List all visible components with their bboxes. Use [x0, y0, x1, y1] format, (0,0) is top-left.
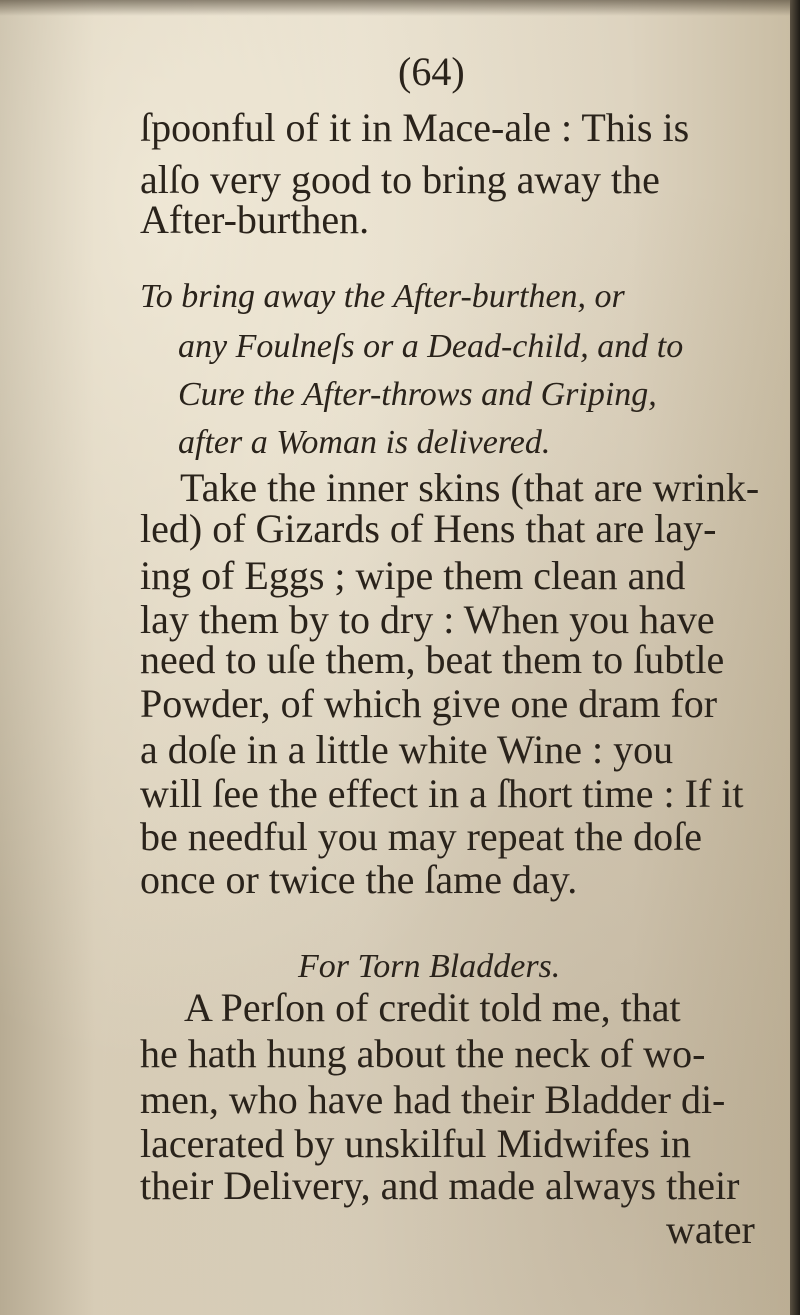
- text-line: once or twice the ſame day.: [140, 857, 578, 902]
- text-line: men, who have had their Bladder di-: [140, 1077, 726, 1122]
- heading-line: Cure the After-throws and Griping,: [178, 376, 657, 413]
- section-heading-torn-bladders: For Torn Bladders.: [298, 948, 561, 985]
- catchword: water: [666, 1207, 755, 1252]
- text-line: Powder, of which give one dram for: [140, 681, 718, 726]
- text-line: be needful you may repeat the doſe: [140, 814, 702, 859]
- text-line: alſo very good to bring away the: [140, 157, 660, 202]
- text-line: lay them by to dry : When you have: [140, 597, 715, 642]
- heading-line: after a Woman is delivered.: [178, 424, 551, 461]
- text-line: A Perſon of credit told me, that: [184, 985, 681, 1030]
- page-edge: [790, 0, 800, 1315]
- text-line: led) of Gizards of Hens that are lay-: [140, 506, 717, 551]
- text-line: After-burthen.: [140, 197, 370, 242]
- text-line: their Delivery, and made always their: [140, 1163, 740, 1208]
- page-top-shadow: [0, 0, 790, 16]
- text-line: ſpoonful of it in Mace-ale : This is: [140, 105, 690, 150]
- text-line: need to uſe them, beat them to ſubtle: [140, 637, 725, 682]
- text-line: Take the inner skins (that are wrink-: [180, 465, 760, 510]
- heading-line: To bring away the After-burthen, or: [140, 278, 625, 315]
- text-line: lacerated by unskilful Midwifes in: [140, 1121, 691, 1166]
- text-line: a doſe in a little white Wine : you: [140, 727, 674, 772]
- text-line: will ſee the effect in a ſhort time : If it: [140, 771, 744, 816]
- page-number: (64): [398, 49, 465, 94]
- heading-line: any Foulneſs or a Dead-child, and to: [178, 328, 684, 365]
- text-line: ing of Eggs ; wipe them clean and: [140, 553, 686, 598]
- text-line: he hath hung about the neck of wo-: [140, 1031, 706, 1076]
